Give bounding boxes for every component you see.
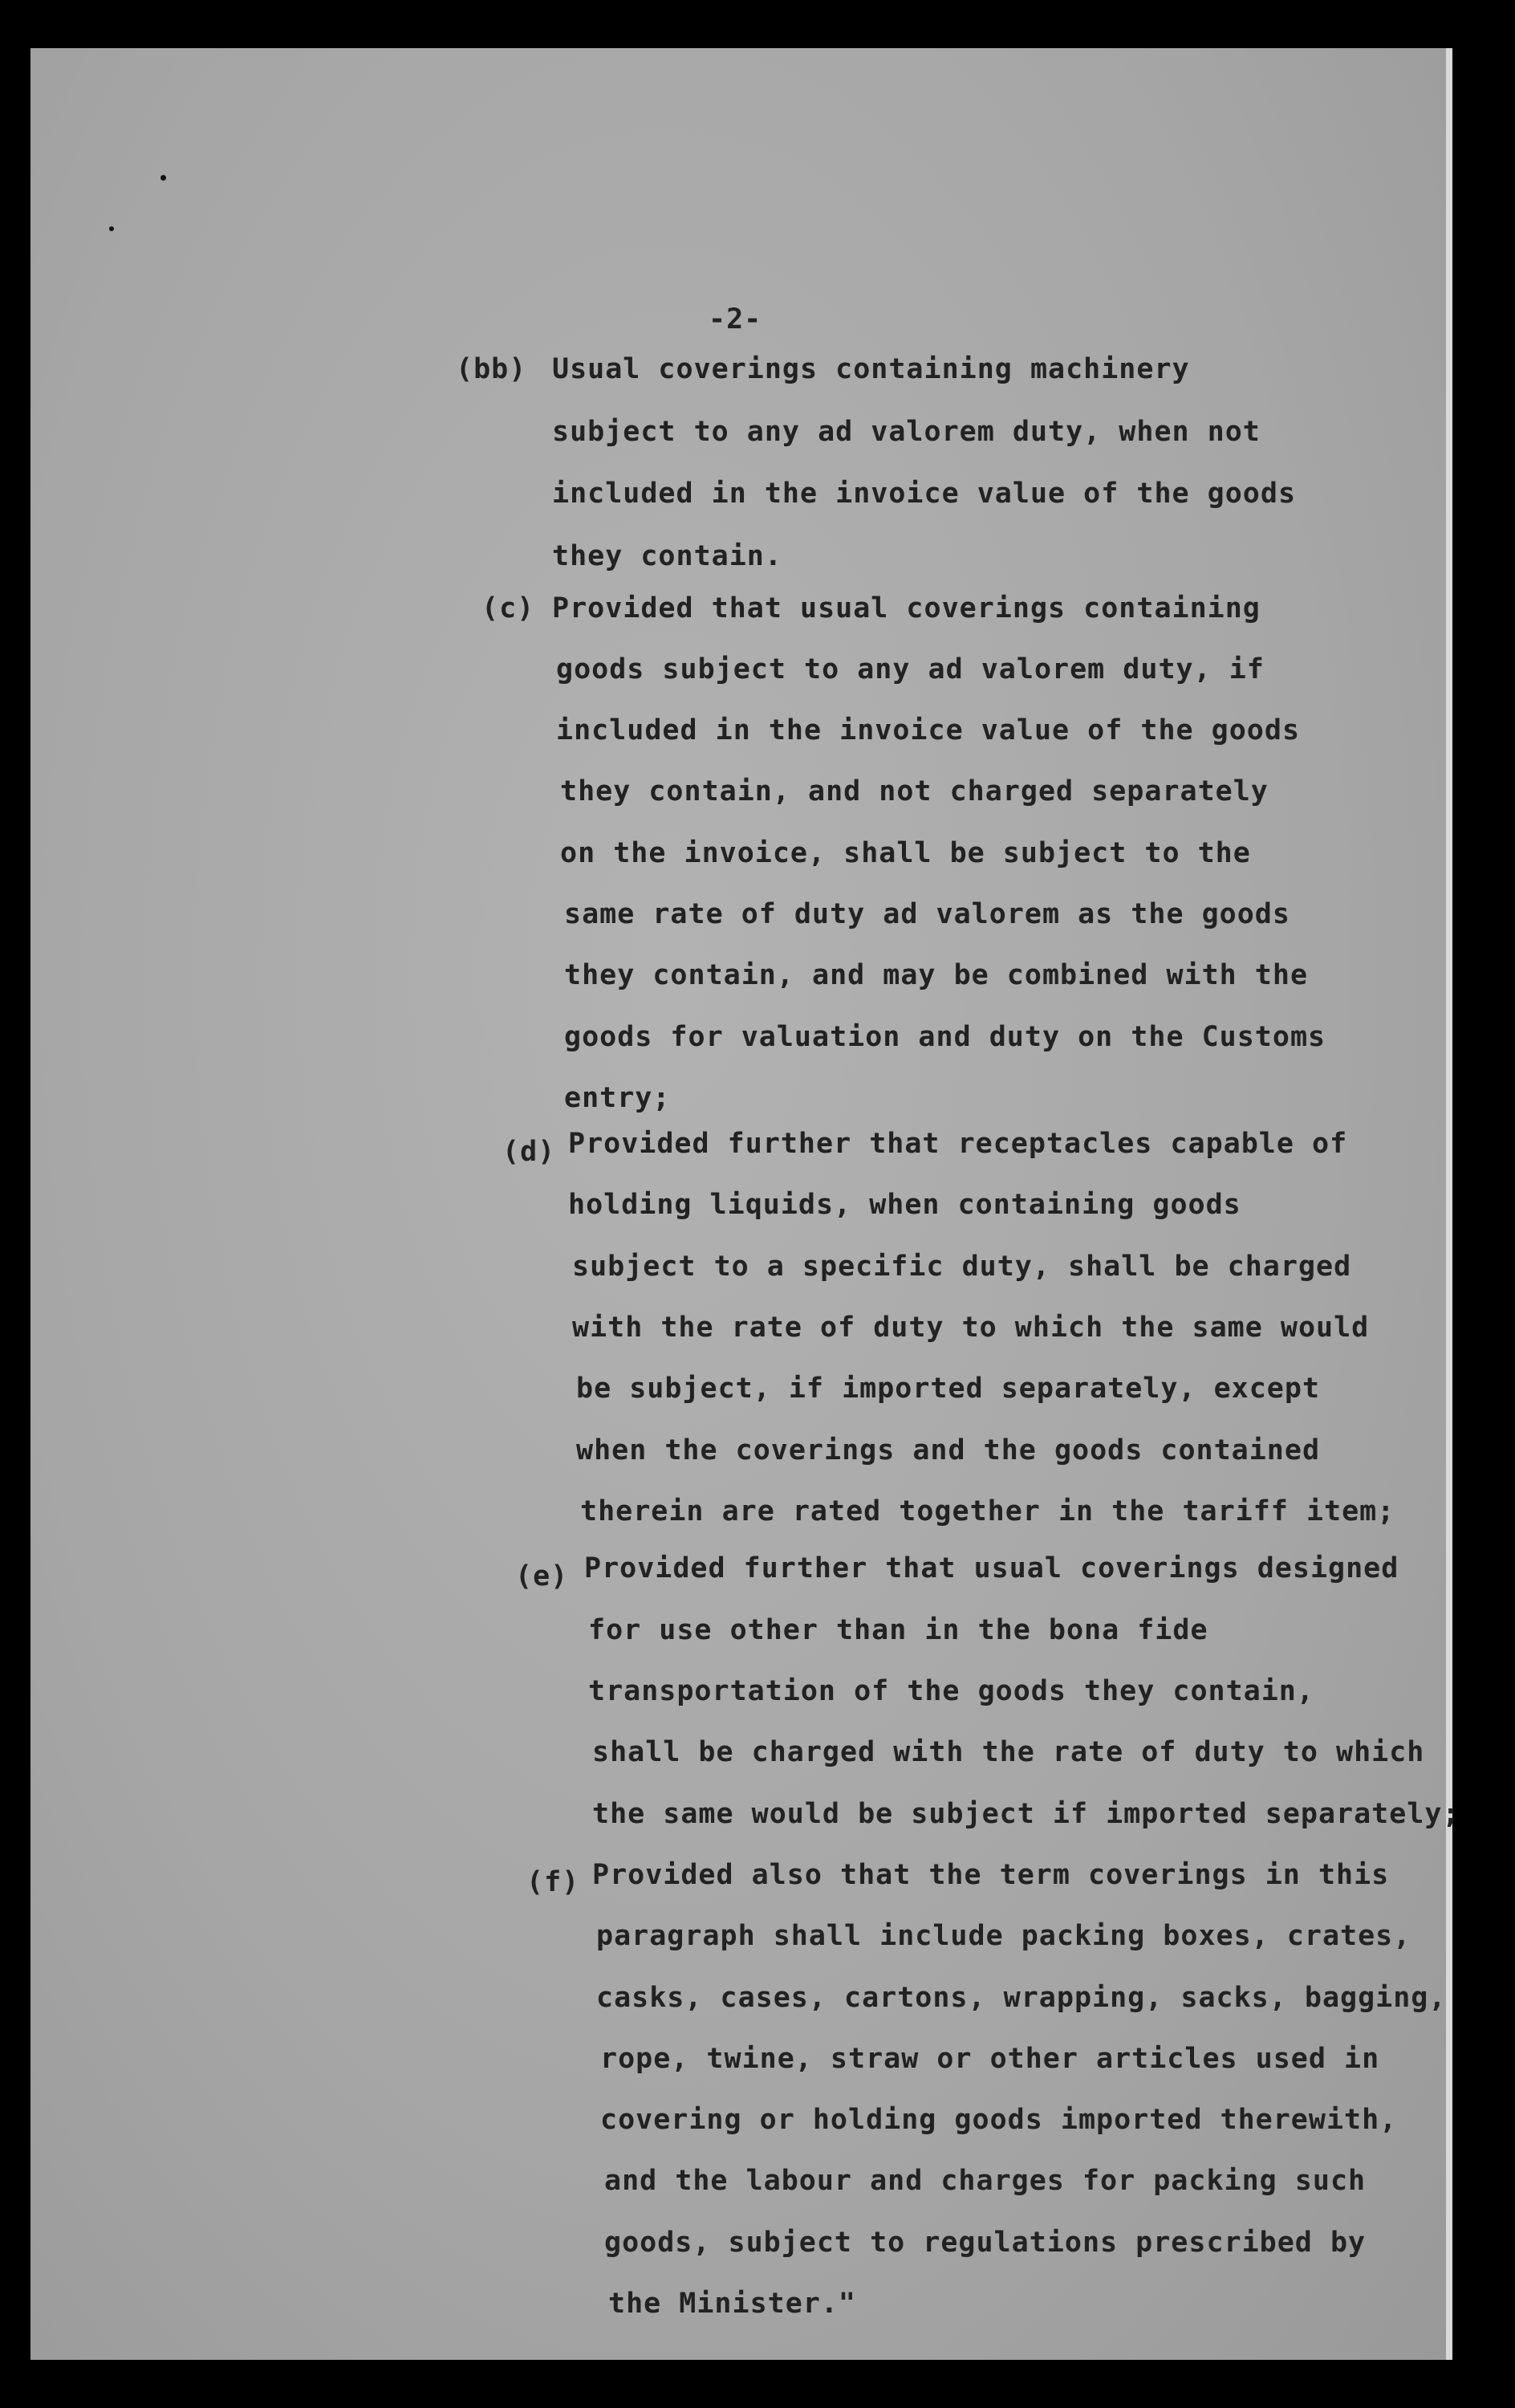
paragraph-line: for use other than in the bona fide xyxy=(588,1613,1208,1646)
paragraph-line: and the labour and charges for packing such xyxy=(604,2165,1367,2198)
ink-speck xyxy=(109,226,114,231)
paragraph-line: covering or holding goods imported therewith, xyxy=(600,2104,1398,2137)
paragraph-line: the same would be subject if imported separately; xyxy=(592,1797,1460,1830)
paragraph-line: goods subject to any ad valorem duty, if xyxy=(556,653,1265,685)
paragraph-line: Provided also that the term coverings in this xyxy=(592,1858,1390,1891)
paragraph-label-d: (d) xyxy=(502,1135,556,1168)
paragraph-line: same rate of duty ad valorem as the goods xyxy=(564,898,1290,931)
paragraph-line: Provided further that usual coverings designed xyxy=(584,1552,1399,1585)
paragraph-line: entry; xyxy=(564,1081,671,1114)
document-page xyxy=(30,48,1460,2360)
paragraph-line: the Minister." xyxy=(608,2288,857,2320)
paragraph-label-f: (f) xyxy=(526,1866,580,1899)
ink-speck xyxy=(160,175,166,181)
paragraph-line: therein are rated together in the tariff item; xyxy=(580,1495,1395,1527)
paragraph-label-bb: (bb) xyxy=(456,353,527,385)
paragraph-label-e: (e) xyxy=(515,1560,569,1592)
paragraph-line: shall be charged with the rate of duty to which xyxy=(592,1736,1425,1769)
paragraph-line: casks, cases, cartons, wrapping, sacks, bagging, xyxy=(596,1981,1447,2014)
paragraph-line: goods, subject to regulations prescribed by xyxy=(604,2226,1367,2259)
paragraph-line: paragraph shall include packing boxes, crates, xyxy=(596,1920,1411,1953)
paragraph-line: be subject, if imported separately, except xyxy=(576,1373,1321,1405)
paragraph-line: Provided further that receptacles capable of xyxy=(568,1128,1348,1161)
page-number: -2- xyxy=(709,303,762,336)
paragraph-line: transportation of the goods they contain, xyxy=(588,1675,1314,1708)
paragraph-line: subject to any ad valorem duty, when not xyxy=(552,416,1261,449)
paragraph-line: when the coverings and the goods contained xyxy=(576,1434,1321,1466)
paragraph-line: they contain, and may be combined with the xyxy=(564,959,1309,992)
paragraph-line: included in the invoice value of the goods xyxy=(552,478,1297,510)
paragraph-line: they contain. xyxy=(552,539,782,572)
paragraph-line: subject to a specific duty, shall be charged xyxy=(572,1250,1352,1283)
paragraph-line: holding liquids, when containing goods xyxy=(568,1189,1241,1222)
paragraph-label-c: (c) xyxy=(481,592,535,624)
paragraph-line: Usual coverings containing machinery xyxy=(552,353,1190,385)
paragraph-line: they contain, and not charged separately xyxy=(560,775,1269,808)
paragraph-line: Provided that usual coverings containing xyxy=(552,592,1261,624)
paragraph-line: rope, twine, straw or other articles used in xyxy=(600,2042,1380,2075)
paragraph-line: included in the invoice value of the goods xyxy=(556,714,1301,747)
paragraph-line: with the rate of duty to which the same would xyxy=(572,1312,1370,1344)
paragraph-line: goods for valuation and duty on the Customs xyxy=(564,1020,1326,1053)
paragraph-line: on the invoice, shall be subject to the xyxy=(560,836,1251,869)
